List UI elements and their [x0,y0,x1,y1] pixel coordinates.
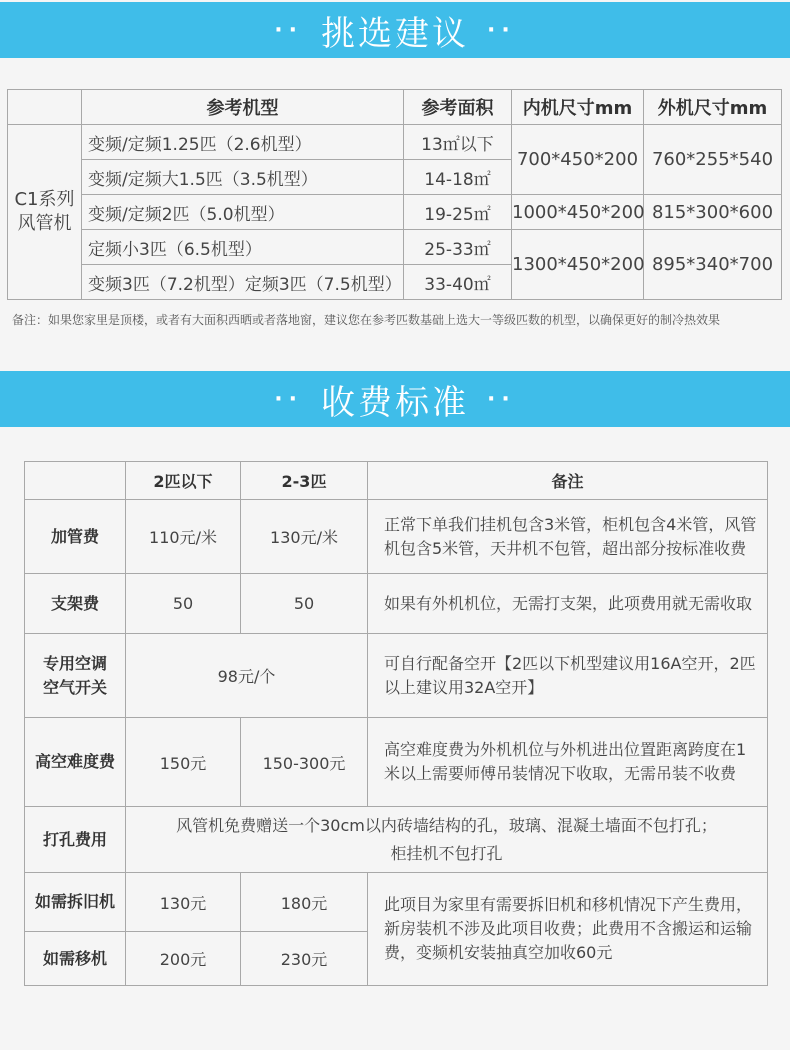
row-head: 如需移机 [25,932,126,986]
model-cell: 变频/定频1.25匹（2.6机型） [82,125,404,160]
table-header-row [8,90,782,125]
header-cell [8,90,82,125]
outer-dim-cell: 760*255*540 [644,125,782,195]
model-cell: 变频/定频2匹（5.0机型） [82,195,404,230]
row-head: 高空难度费 [25,718,126,807]
header-cell: 内机尺寸mm [512,90,644,125]
model-cell: 变频3匹（7.2机型）定频3匹（7.5机型） [82,265,404,300]
table-row-bracket [25,574,768,634]
row-head-label: 专用空调 空气开关 [42,653,107,697]
fee-cell: 50 [126,574,241,634]
fee-cell: 98元/个 [126,634,368,718]
drill-cell [126,807,768,873]
fee-cell: 180元 [241,873,368,932]
inner-dim-cell: 1300*450*200 [512,230,644,300]
selection-note: 备注：如果您家里是顶楼，或者有大面积西晒或者落地窗，建议您在参考匹数基础上选大一等级匹数的机型，以确保更好的制冷热效果 [12,313,721,327]
model-cell: 变频/定频大1.5匹（3.5机型） [82,160,404,195]
row-head: 加管费 [25,500,126,574]
table-row-pipe [25,500,768,574]
remark-cell: 可自行配备空开【2匹以下机型建议用16A空开，2匹以上建议用32A空开】 [368,634,768,718]
row-head: 支架费 [25,574,126,634]
fee-cell: 130元/米 [241,500,368,574]
fee-cell: 230元 [241,932,368,986]
row-head: 打孔费用 [25,807,126,873]
fee-cell: 200元 [126,932,241,986]
banner-title: 收费标准 [321,382,469,423]
table-header-row [25,462,768,500]
remark-cell: 此项目为家里有需要拆旧机和移机情况下产生费用，新房装机不涉及此项目收费；此费用不含搬运和运输费，变频机安装抽真空加收60元 [368,873,768,986]
area-cell: 33-40㎡ [404,265,512,300]
outer-dim-cell: 815*300*600 [644,195,782,230]
fee-cell: 130元 [126,873,241,932]
header-cell: 外机尺寸mm [644,90,782,125]
table-row [8,125,782,160]
table-row-remove [25,873,768,932]
model-cell: 定频小3匹（6.5机型） [82,230,404,265]
header-cell: 2-3匹 [241,462,368,500]
banner-dots-right: ·· [487,386,516,412]
outer-dim-cell: 895*340*700 [644,230,782,300]
area-cell: 25-33㎡ [404,230,512,265]
table-row-switch [25,634,768,718]
series-label: C1系列 风管机 [14,189,75,234]
header-cell: 备注 [368,462,768,500]
drill-text: 风管机免费赠送一个30cm以内砖墙结构的孔，玻璃、混凝土墙面不包打孔； 柜挂机不包打孔 [176,815,717,863]
banner-title: 挑选建议 [321,13,469,54]
row-head: 如需拆旧机 [25,873,126,932]
table-row [8,230,782,265]
inner-dim-cell: 1000*450*200 [512,195,644,230]
area-cell: 19-25㎡ [404,195,512,230]
table-row-height [25,718,768,807]
area-cell: 14-18㎡ [404,160,512,195]
fee-cell: 150-300元 [241,718,368,807]
banner-dots-left: ·· [274,17,303,43]
series-cell [8,125,82,300]
fee-table [24,461,768,986]
table-row [8,195,782,230]
banner-dots-right: ·· [487,17,516,43]
fee-cell: 110元/米 [126,500,241,574]
header-cell [25,462,126,500]
inner-dim-cell: 700*450*200 [512,125,644,195]
selection-table [7,89,782,300]
row-head [25,634,126,718]
header-cell: 参考面积 [404,90,512,125]
area-cell: 13㎡以下 [404,125,512,160]
fee-cell: 150元 [126,718,241,807]
section-banner-selection [0,2,790,58]
remark-cell: 如果有外机机位，无需打支架，此项费用就无需收取 [368,574,768,634]
remark-cell: 正常下单我们挂机包含3米管，柜机包含4米管，风管机包含5米管，天井机不包管，超出部分按标准收费 [368,500,768,574]
header-cell: 参考机型 [82,90,404,125]
fee-cell: 50 [241,574,368,634]
section-banner-fees [0,371,790,427]
banner-dots-left: ·· [274,386,303,412]
remark-cell: 高空难度费为外机机位与外机进出位置距离跨度在1米以上需要师傅吊装情况下收取，无需吊装不收费 [368,718,768,807]
header-cell: 2匹以下 [126,462,241,500]
table-row-drill [25,807,768,873]
